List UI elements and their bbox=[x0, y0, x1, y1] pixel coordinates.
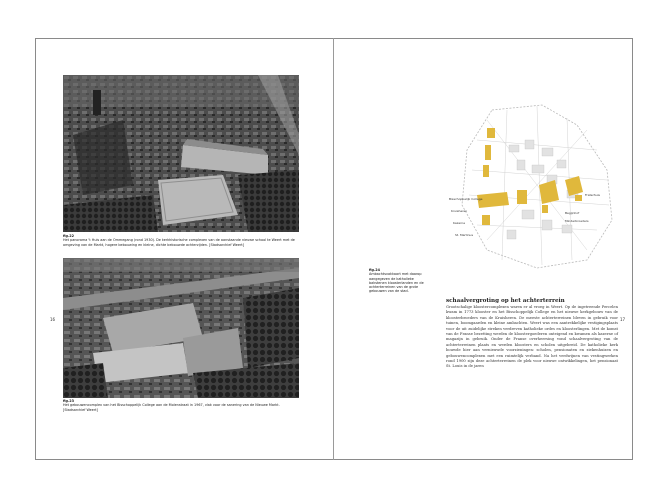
figure-23-text: Het gebouwencomplex van het Bisschoppelijk College aan de Molenstraat in 1967, vlak voor de sanering van de Nieuwe Markt. [Stadsarchief Weert] bbox=[63, 403, 280, 412]
figure-24-caption bbox=[369, 268, 431, 294]
page-gutter bbox=[333, 38, 334, 460]
figure-23-number: fig.23 bbox=[63, 399, 74, 403]
map-label-0: Bisschoppelijk College bbox=[449, 197, 483, 201]
figure-22-caption bbox=[63, 234, 299, 247]
town-map bbox=[447, 100, 617, 270]
body-text: Grootschalige kloostercomplexen waren er al vroeg in Weert. Op de ingetreende Percelen kwam in 1773 klooster en het Bisschoppelijk College en het nieuwe kerkgebouw van de kloosterbroeders van de Kruisheren. De meeste achterterreinen bleven in gebruik voor tuinen, boomgaarden en kleine ambachten. Weert was een aantrekkelijke vestigingsplaats voor de uit zuidelijke streken verdreven katholieke ordes en kloosterlingen. Met de komst van de Franse bezetting werden de kloostergoederen onteigend en kwamen als kazerne of magazijn in gebruik. Onder de Franse overheersing vond schaalvergroting van de achterterreinen plaats en werden kloosters en scholen uitgebreid. De katholieke kerk bouwde hier aan vernieuwde voorzieningen: scholen, pensionaten en ziekenhuizen en gebouwencomplexen met een ruimtelijk verband. Na het verdwijnen van vestingwerken rond 1900 zijn deze achterterreinen de plek voor nieuwe ontwikkelingen, het pensionaat St. Louis in de jaren bbox=[446, 305, 618, 369]
figure-22-text: Het panorama 't Huis aan de Ommegang (rond 1930). De kerkhistorische complexen van de aanstaande nieuwe school te Weert met de omgeving van de Markt, hogere bebouwing en kleine, dichte bebouwde achterzijden. [Stadsarchief Weert] bbox=[63, 238, 295, 247]
figure-24-text: Ambachtsvakkaart met daarop aangegeven de katholieke bakstenen kloosterlanden en de achterterreinen van de grote gebouwen van de stad. bbox=[369, 272, 424, 294]
figure-22-number: fig.22 bbox=[63, 234, 74, 238]
aerial-photo-college bbox=[63, 258, 299, 398]
aerial-photo-college-image bbox=[63, 258, 299, 398]
map-label-4: Fraterhuis bbox=[585, 193, 600, 197]
aerial-photo-town-image bbox=[63, 75, 299, 232]
page-number-left: 16 bbox=[50, 317, 56, 322]
figure-24-number: fig.24 bbox=[369, 268, 380, 272]
town-map-drawing bbox=[447, 100, 617, 270]
page-number-right: 17 bbox=[620, 317, 626, 322]
aerial-photo-town bbox=[63, 75, 299, 232]
map-label-2: Kazerne bbox=[453, 221, 466, 225]
map-label-3: St. Martinus bbox=[455, 233, 474, 237]
map-label-1: Kruisheren bbox=[451, 209, 468, 213]
map-label-6: Minderbroeders bbox=[565, 219, 589, 223]
figure-23-caption bbox=[63, 399, 299, 412]
map-label-5: Begijnhof bbox=[565, 211, 580, 215]
section-heading: schaalvergroting op het achterterrein bbox=[446, 298, 565, 304]
